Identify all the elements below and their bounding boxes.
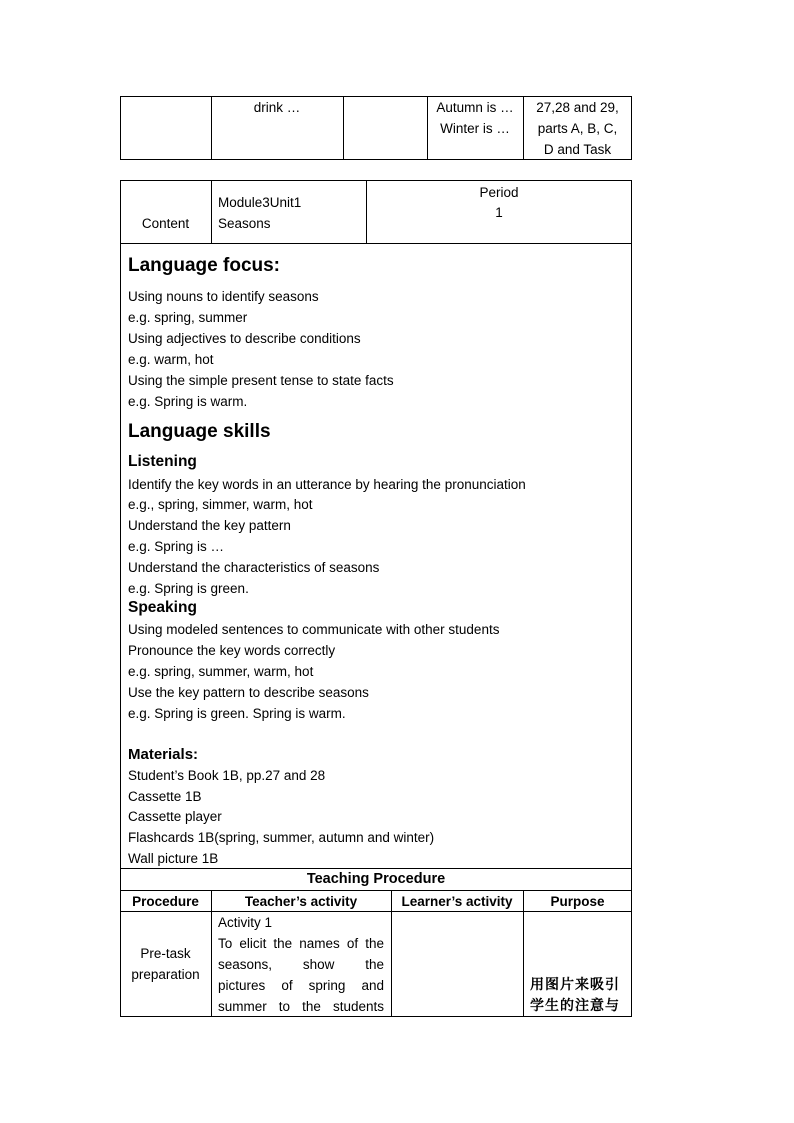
- module-topic-label: Seasons: [218, 216, 271, 231]
- language-focus-line: e.g. warm, hot: [128, 352, 214, 367]
- materials-heading: Materials:: [128, 746, 199, 763]
- purpose-text: 用图片来吸引: [530, 977, 620, 993]
- speaking-line: Pronounce the key words correctly: [128, 643, 336, 658]
- speaking-line: Use the key pattern to describe seasons: [128, 685, 369, 700]
- speaking-line: e.g. spring, summer, warm, hot: [128, 664, 314, 679]
- top-table-cell-pages: 27,28 and 29,: [536, 100, 619, 115]
- speaking-line: Using modeled sentences to communicate with other students: [128, 622, 500, 637]
- activity-title: Activity 1: [218, 915, 273, 930]
- listening-line: e.g., spring, simmer, warm, hot: [128, 497, 313, 512]
- language-focus-line: e.g. spring, summer: [128, 310, 248, 325]
- header-col-divider: [211, 180, 212, 243]
- language-focus-line: Using nouns to identify seasons: [128, 289, 319, 304]
- materials-line: Cassette player: [128, 809, 222, 824]
- column-header-teacher-activity: Teacher’s activity: [244, 894, 358, 909]
- top-table-cell-autumn: Autumn is …: [436, 100, 514, 115]
- language-focus-line: e.g. Spring is warm.: [128, 394, 248, 409]
- column-header-procedure: Procedure: [132, 894, 199, 909]
- materials-line: Flashcards 1B(spring, summer, autumn and winter): [128, 830, 435, 845]
- listening-heading: Listening: [128, 453, 197, 470]
- language-skills-heading: Language skills: [128, 421, 271, 442]
- listening-line: Understand the characteristics of seasons: [128, 560, 380, 575]
- listening-line: Understand the key pattern: [128, 518, 291, 533]
- column-header-learner-activity: Learner’s activity: [401, 894, 513, 909]
- teacher-activity-line: summer to the students: [218, 999, 384, 1014]
- procedure-stage: Pre-task: [140, 946, 191, 961]
- teacher-activity-line: pictures of spring and: [218, 978, 384, 993]
- language-focus-heading: Language focus:: [128, 255, 281, 276]
- content-label: Content: [141, 216, 190, 231]
- teacher-activity-line: seasons, show the: [218, 957, 384, 972]
- speaking-line: e.g. Spring is green. Spring is warm.: [128, 706, 346, 721]
- teaching-procedure-title: Teaching Procedure: [306, 871, 446, 887]
- period-value: 1: [495, 205, 503, 220]
- purpose-text: 学生的注意与: [530, 998, 620, 1014]
- materials-line: Student’s Book 1B, pp.27 and 28: [128, 768, 326, 783]
- materials-line: Cassette 1B: [128, 789, 202, 804]
- top-table-divider: [343, 96, 344, 160]
- listening-line: Identify the key words in an utterance by hearing the pronunciation: [128, 477, 526, 492]
- top-table-cell-parts: parts A, B, C,: [537, 121, 618, 136]
- language-focus-line: Using adjectives to describe conditions: [128, 331, 361, 346]
- materials-line: Wall picture 1B: [128, 851, 219, 866]
- speaking-heading: Speaking: [128, 599, 197, 616]
- language-focus-line: Using the simple present tense to state facts: [128, 373, 394, 388]
- top-table-cell-drink: drink …: [253, 100, 301, 115]
- module-unit-label: Module3Unit1: [218, 195, 302, 210]
- column-header-purpose: Purpose: [550, 894, 605, 909]
- teacher-activity-line: To elicit the names of the: [218, 936, 384, 951]
- header-row-divider: [120, 243, 632, 244]
- top-table-cell-winter: Winter is …: [440, 121, 510, 136]
- listening-line: e.g. Spring is …: [128, 539, 225, 554]
- period-label: Period: [479, 185, 519, 200]
- procedure-stage: preparation: [131, 967, 200, 982]
- listening-line: e.g. Spring is green.: [128, 581, 249, 596]
- top-table-cell-task: D and Task: [543, 142, 612, 157]
